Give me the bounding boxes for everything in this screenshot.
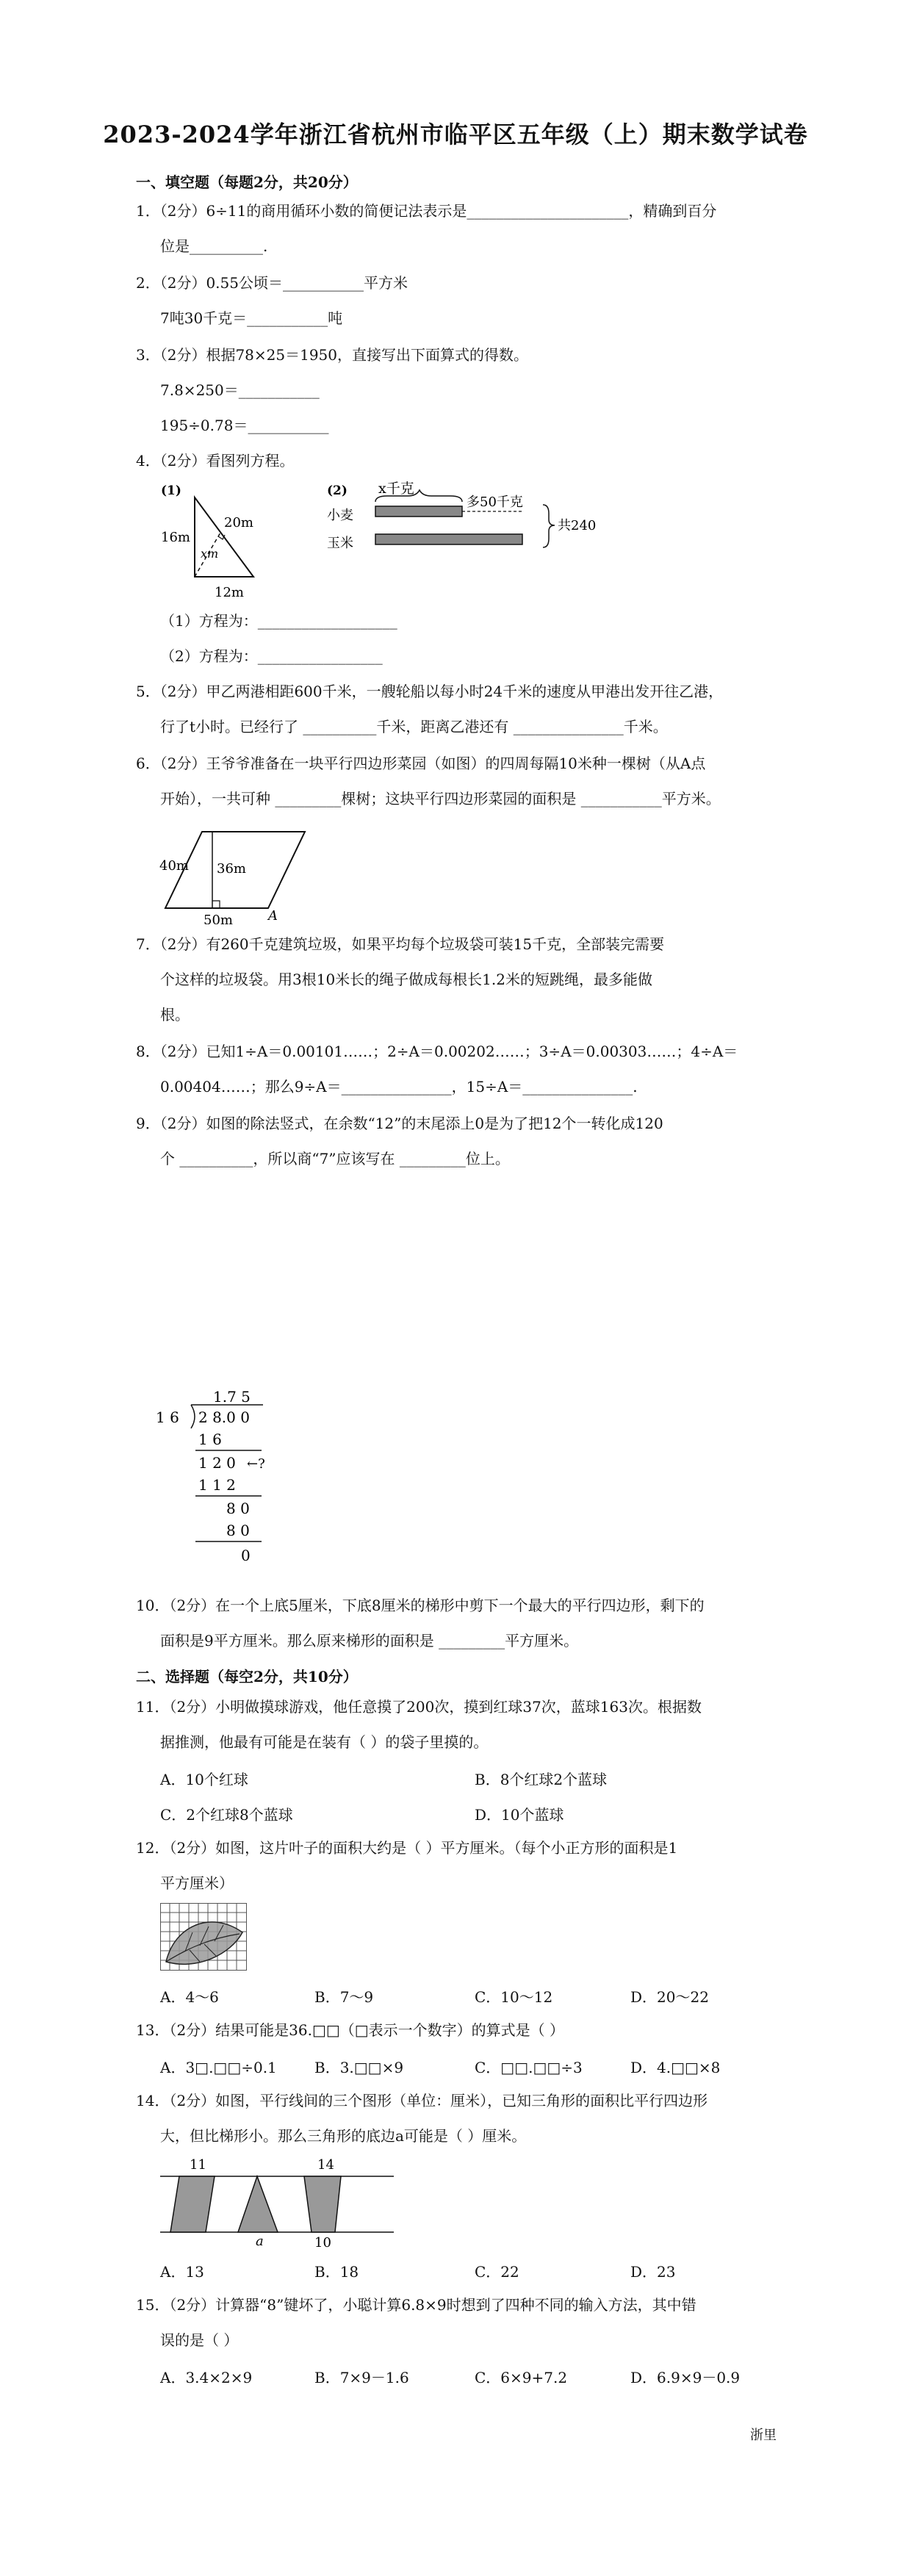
- arrow-question: ←?: [247, 1456, 265, 1472]
- question-7-line-2: 个这样的垃圾袋。用3根10米长的绳子做成每根长1.2米的短跳绳，最多能做: [160, 971, 652, 988]
- q12-option-b: B．7～9: [314, 1988, 374, 2006]
- height-right-angle: [212, 901, 220, 908]
- step-120: 1 2 0: [198, 1454, 236, 1472]
- question-2-line-1: 2．（2分）0.55公顷＝___________平方米: [136, 274, 408, 292]
- question-9-line-1: 9．（2分）如图的除法竖式，在余数“12”的末尾添上0是为了把12个一转化成120: [136, 1115, 663, 1132]
- q14-option-c: C．22: [475, 2263, 519, 2281]
- question-10-line-1: 10．（2分）在一个上底5厘米，下底8厘米的梯形中剪下一个最大的平行四边形，剩下的: [136, 1597, 705, 1614]
- q11-option-d: D．10个蓝球: [475, 1806, 564, 1824]
- question-12-line-2: 平方厘米）: [160, 1874, 234, 1892]
- divisor: 1 6: [156, 1408, 179, 1426]
- question-7-line-1: 7．（2分）有260千克建筑垃圾，如果平均每个垃圾袋可装15千克，全部装完需要: [136, 935, 665, 953]
- fig2-label: (2): [327, 483, 348, 498]
- dividend: 2 8.0 0: [198, 1408, 250, 1426]
- section-multiple-choice: 二、选择题（每空2分，共10分）: [136, 1668, 358, 1685]
- total-brace: [543, 505, 555, 547]
- question-4-equation-2: （2）方程为：_________________: [160, 647, 383, 665]
- trapezoid-shape: [304, 2176, 341, 2232]
- question-7-line-3: 根。: [160, 1006, 190, 1023]
- question-2-line-2: 7吨30千克＝___________吨: [160, 309, 343, 327]
- step-0: 0: [241, 1547, 251, 1564]
- step-80: 8 0: [226, 1500, 250, 1517]
- question-12-line-1: 12．（2分）如图，这片叶子的面积大约是（ ）平方厘米。（每个小正方形的面积是1: [136, 1839, 678, 1857]
- q15-option-c: C．6×9+7.2: [475, 2369, 568, 2386]
- step-16: 1 6: [198, 1431, 222, 1448]
- question-6-line-2: 开始），一共可种 _________棵树；这块平行四边形菜园的面积是 ___________平方米。: [160, 790, 721, 807]
- question-3-line-2: 7.8×250＝___________: [160, 381, 320, 399]
- label-x-kg: x千克: [378, 481, 414, 497]
- label-point-a: A: [268, 908, 278, 924]
- label-10: 10: [314, 2235, 331, 2248]
- question-10-line-2: 面积是9平方厘米。那么原来梯形的面积是 _________平方厘米。: [160, 1632, 579, 1649]
- q15-option-d: D．6.9×9－0.9: [630, 2369, 741, 2386]
- q13-option-c: C．□□.□□÷3: [475, 2059, 583, 2076]
- triangle-shape: [238, 2176, 278, 2232]
- question-12-leaf-grid-figure: [160, 1903, 248, 1974]
- label-14: 14: [317, 2157, 334, 2173]
- question-14-shapes-figure: [160, 2156, 395, 2248]
- question-9-long-division: [153, 1389, 300, 1580]
- question-1-line-2: 位是__________.: [160, 237, 268, 255]
- question-1-line-1: 1．（2分）6÷11的商用循环小数的简便记法表示是______________________，精确到百分: [136, 202, 717, 220]
- q15-option-b: B．7×9－1.6: [314, 2369, 409, 2386]
- question-6-line-1: 6．（2分）王爷爷准备在一块平行四边形菜园（如图）的四周每隔10米种一棵树（从A点: [136, 755, 706, 772]
- question-4-figures: [158, 481, 628, 606]
- step-80-b: 8 0: [226, 1522, 250, 1539]
- question-3-line-3: 195÷0.78＝___________: [160, 417, 329, 434]
- label-a: a: [256, 2234, 264, 2248]
- label-11: 11: [190, 2157, 206, 2173]
- question-6-parallelogram-figure: [158, 821, 320, 924]
- question-3-line-1: 3．（2分）根据78×25＝1950，直接写出下面算式的得数。: [136, 346, 529, 364]
- q11-option-b: B．8个红球2个蓝球: [475, 1771, 608, 1788]
- question-15-line-2: 误的是（ ）: [160, 2331, 239, 2349]
- label-more-50kg: 多50千克: [467, 494, 523, 510]
- fig1-label: (1): [161, 483, 181, 498]
- footer-watermark: 浙里: [750, 2428, 777, 2443]
- q14-option-d: D．23: [630, 2263, 676, 2281]
- label-wheat: 小麦: [327, 508, 353, 523]
- question-8-line-2: 0.00404……；那么9÷A＝_______________，15÷A＝_______________.: [160, 1078, 638, 1095]
- corn-bar: [375, 534, 522, 544]
- label-total-240: 共240: [558, 518, 597, 533]
- parallelogram-shape: [170, 2176, 215, 2232]
- step-112: 1 1 2: [198, 1476, 236, 1494]
- question-5-line-2: 行了t小时。已经行了 __________千米，距离乙港还有 _______________千米。: [160, 718, 668, 735]
- label-40m: 40m: [159, 858, 189, 874]
- q15-option-a: A．3.4×2×9: [160, 2369, 253, 2386]
- q13-option-d: D．4.□□×8: [630, 2059, 721, 2076]
- label-16m: 16m: [161, 530, 190, 545]
- q13-option-a: A．3□.□□÷0.1: [160, 2059, 277, 2076]
- question-15-line-1: 15．（2分）计算器“8”键坏了，小聪计算6.8×9时想到了四种不同的输入方法，其中错: [136, 2296, 696, 2314]
- label-20m: 20m: [224, 515, 253, 530]
- question-14-line-1: 14．（2分）如图，平行线间的三个图形（单位：厘米），已知三角形的面积比平行四边形: [136, 2092, 708, 2109]
- label-xm: xm: [201, 547, 219, 561]
- question-11-line-1: 11．（2分）小明做摸球游戏，他任意摸了200次，摸到红球37次，蓝球163次。根据数: [136, 1698, 702, 1716]
- question-11-line-2: 据推测，他最有可能是在装有（ ）的袋子里摸的。: [160, 1733, 489, 1751]
- question-13-line-1: 13．（2分）结果可能是36.□□（□表示一个数字）的算式是（ ）: [136, 2021, 565, 2039]
- question-5-line-1: 5．（2分）甲乙两港相距600千米，一艘轮船以每小时24千米的速度从甲港出发开往乙港，: [136, 683, 724, 700]
- page-title: 2023-2024学年浙江省杭州市临平区五年级（上）期末数学试卷: [103, 120, 808, 148]
- wheat-bar: [375, 506, 462, 517]
- label-50m: 50m: [204, 913, 233, 924]
- question-4-equation-1: （1）方程为：___________________: [160, 612, 397, 630]
- question-4-line-1: 4．（2分）看图列方程。: [136, 452, 295, 469]
- q11-option-a: A．10个红球: [160, 1771, 248, 1788]
- q14-option-b: B．18: [314, 2263, 359, 2281]
- q14-option-a: A．13: [160, 2263, 204, 2281]
- question-8-line-1: 8．（2分）已知1÷A＝0.00101……；2÷A＝0.00202……；3÷A＝0.00303……；4÷A＝: [136, 1043, 738, 1060]
- label-corn: 玉米: [327, 536, 353, 551]
- section-fill-in: 一、填空题（每题2分，共20分）: [136, 173, 358, 191]
- q12-option-c: C．10～12: [475, 1988, 553, 2006]
- question-14-line-2: 大，但比梯形小。那么三角形的底边a可能是（ ）厘米。: [160, 2127, 527, 2145]
- label-12m: 12m: [215, 585, 244, 600]
- q11-option-c: C．2个红球8个蓝球: [160, 1806, 293, 1824]
- question-9-line-2: 个 __________，所以商“7”应该写在 _________位上。: [160, 1150, 510, 1168]
- q12-option-d: D．20～22: [630, 1988, 709, 2006]
- quotient: 1.7 5: [213, 1389, 251, 1406]
- q13-option-b: B．3.□□×9: [314, 2059, 404, 2076]
- q12-option-a: A．4～6: [160, 1988, 219, 2006]
- label-36m: 36m: [217, 861, 246, 877]
